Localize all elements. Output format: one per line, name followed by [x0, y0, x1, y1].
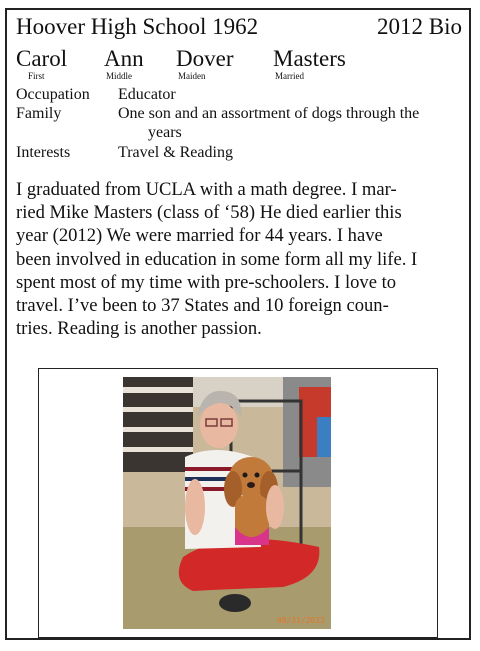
- portrait-photo: [123, 377, 331, 629]
- family-label: Family: [16, 105, 62, 122]
- middle-name: Ann: [104, 46, 144, 71]
- middle-name-caption: Middle: [106, 71, 132, 81]
- bio-paragraph: [16, 178, 452, 340]
- maiden-name-caption: Maiden: [178, 71, 206, 81]
- photo-illustration: [123, 377, 331, 629]
- married-name: Masters: [273, 46, 346, 71]
- interests-label: Interests: [16, 144, 71, 161]
- bio-line: been involved in education in some form all my life. I: [16, 248, 418, 270]
- photo-date-stamp: 08/31/2012: [276, 616, 325, 625]
- bio-line: spent most of my time with pre-schoolers. I love to: [16, 271, 397, 293]
- bio-year: 2012 Bio: [377, 14, 462, 39]
- occupation-label: Occupation: [16, 86, 90, 103]
- photo-frame: [38, 368, 438, 638]
- first-name: Carol: [16, 46, 68, 71]
- school-title: Hoover High School 1962: [16, 14, 259, 39]
- married-name-caption: Married: [275, 71, 304, 81]
- family-value-line1: One son and an assortment of dogs through the: [118, 105, 420, 122]
- maiden-name: Dover: [176, 46, 234, 71]
- bio-line: I graduated from UCLA with a math degree. I mar-: [16, 179, 397, 200]
- bio-line: tries. Reading is another passion.: [16, 318, 262, 340]
- bio-line: ried Mike Masters (class of ‘58) He died earlier this: [16, 202, 402, 224]
- interests-value: Travel & Reading: [118, 144, 233, 161]
- first-name-caption: First: [28, 71, 45, 81]
- family-value-line2: years: [148, 124, 182, 141]
- bio-line: year (2012) We were married for 44 years. I have: [16, 225, 383, 247]
- bio-line: travel. I’ve been to 37 States and 10 foreign coun-: [16, 295, 389, 317]
- occupation-value: Educator: [118, 86, 176, 103]
